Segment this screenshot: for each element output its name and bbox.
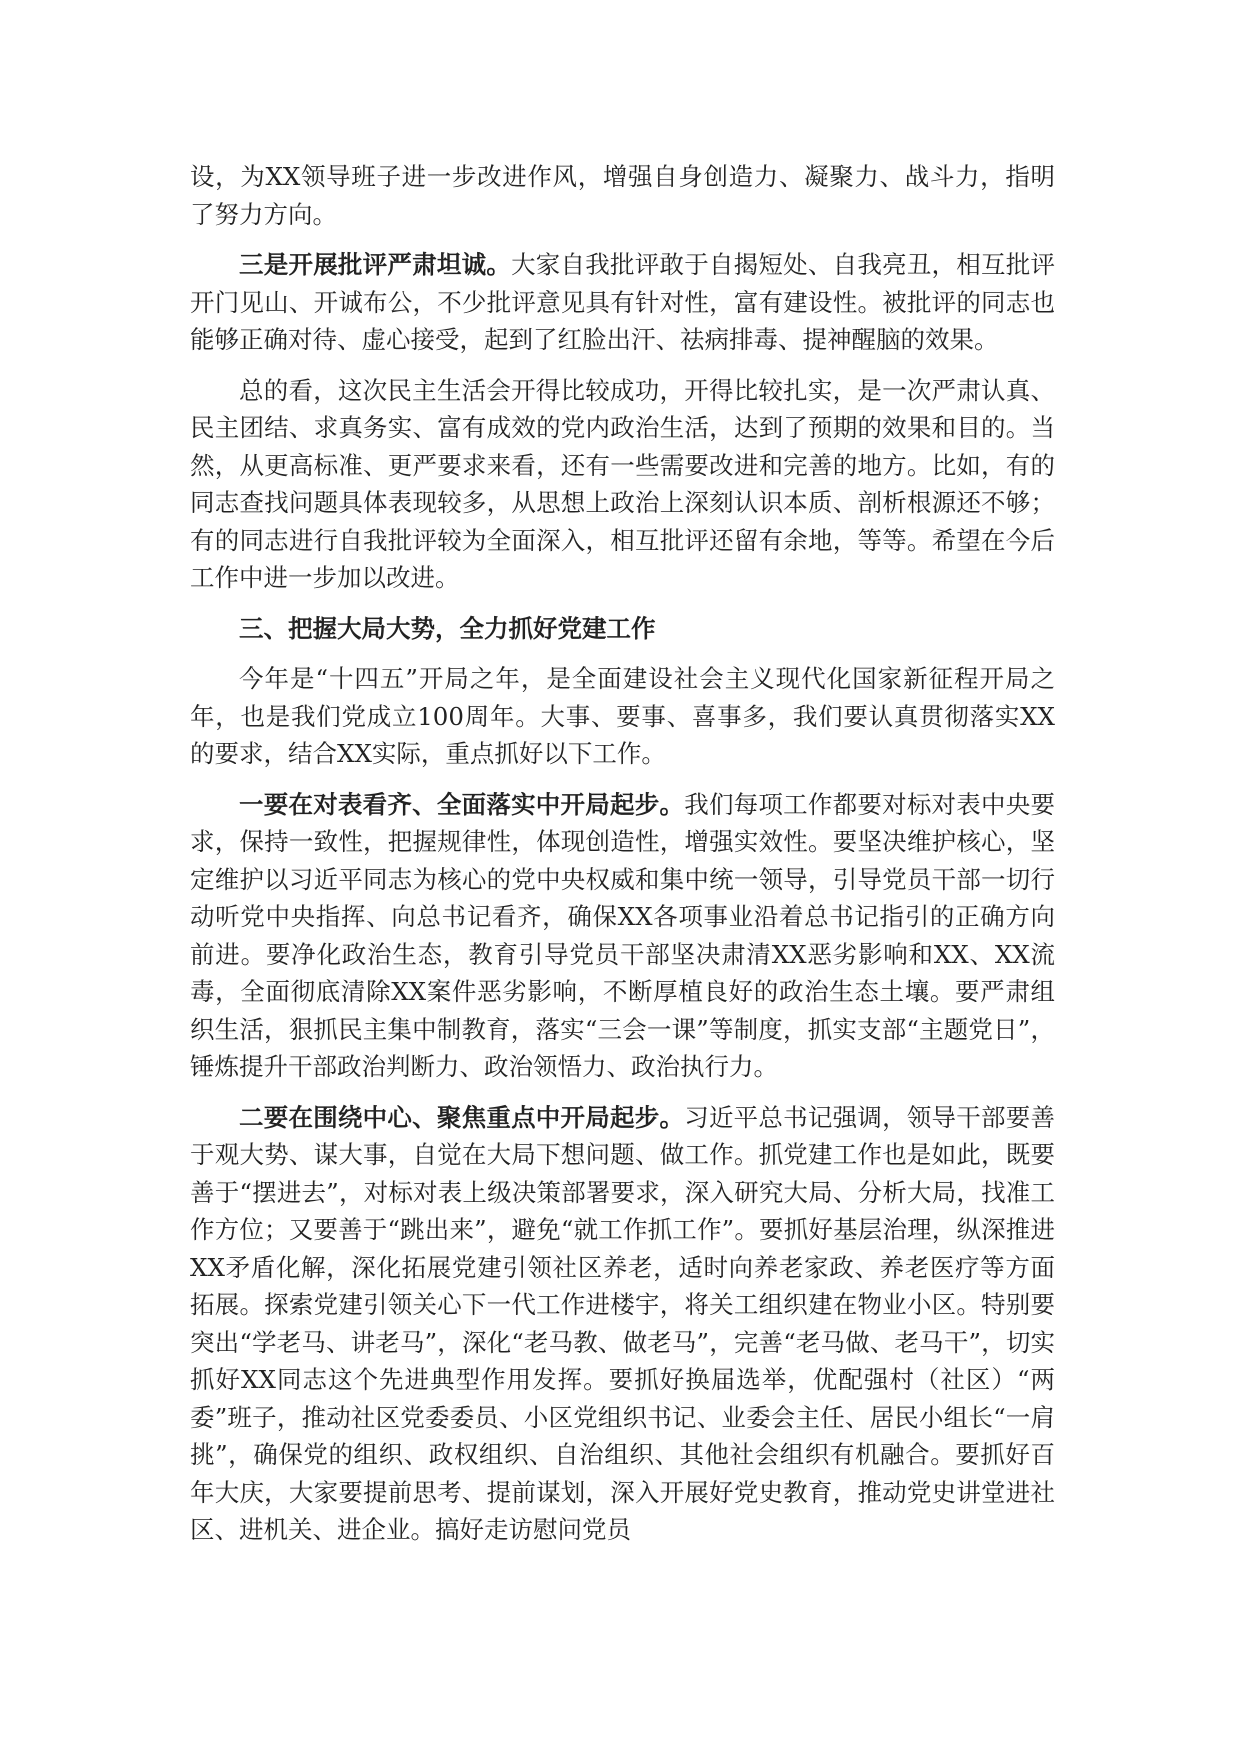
- paragraph-continuation: [190, 158, 1055, 233]
- paragraph-text: 今年是“十四五”开局之年，是全面建设社会主义现代化国家新征程开局之年，也是我们党成立100周年。大事、要事、喜事多，我们要认真贯彻落实XX的要求，结合XX实际，重点抓好以下工作。: [190, 664, 1055, 768]
- paragraph-lead: 二要在围绕中心、聚焦重点中开局起步。: [239, 1102, 685, 1132]
- section-heading: 三、把握大局大势，全力抓好党建工作: [239, 613, 656, 643]
- paragraph-criticism: [190, 246, 1055, 359]
- paragraph-text: 总的看，这次民主生活会开得比较成功，开得比较扎实，是一次严肃认真、民主团结、求真务实、富有成效的党内政治生活，达到了预期的效果和目的。当然，从更高标准、更严要求来看，还有一些需要改进和完善的地方。比如，有的同志查找问题具体表现较多，从思想上政治上深刻认识本质、剖析根源还不够；有的同志进行自我批评较为全面深入，相互批评还留有余地，等等。希望在今后工作中进一步加以改进。: [190, 375, 1055, 592]
- paragraph-summary: [190, 372, 1055, 597]
- paragraph-lead: 三是开展批评严肃坦诚。: [239, 250, 512, 279]
- document-body: [190, 158, 1055, 1562]
- paragraph-first-requirement: [190, 786, 1055, 1086]
- paragraph-text: 大家自我批评敢于自揭短处、自我亮丑，相互批评开门见山、开诚布公，不少批评意见具有针对性，富有建设性。被批评的同志也能够正确对待、虚心接受，起到了红脸出汗、祛病排毒、提神醒脑的效果。: [190, 250, 1055, 354]
- paragraph-text: 设，为XX领导班子进一步改进作风，增强自身创造力、凝聚力、战斗力，指明了努力方向。: [190, 162, 1055, 229]
- paragraph-this-year: [190, 660, 1055, 773]
- paragraph-second-requirement: [190, 1099, 1055, 1549]
- paragraph-text: 我们每项工作都要对标对表中央要求，保持一致性，把握规律性，体现创造性，增强实效性。要坚决维护核心，坚定维护以习近平同志为核心的党中央权威和集中统一领导，引导党员干部一切行动听党中央指挥、向总书记看齐，确保XX各项事业沿着总书记指引的正确方向前进。要净化政治生态，教育引导党员干部坚决肃清XX恶劣影响和XX、XX流毒，全面彻底清除XX案件恶劣影响，不断厚植良好的政治生态土壤。要严肃组织生活，狠抓民主集中制教育，落实“三会一课”等制度，抓实支部“主题党日”，锤炼提升干部政治判断力、政治领悟力、政治执行力。: [190, 789, 1055, 1081]
- paragraph-text: 习近平总书记强调，领导干部要善于观大势、谋大事，自觉在大局下想问题、做工作。抓党建工作也是如此，既要善于“摆进去”，对标对表上级决策部署要求，深入研究大局、分析大局，找准工作方位；又要善于“跳出来”，避免“就工作抓工作”。要抓好基层治理，纵深推进XX矛盾化解，深化拓展党建引领社区养老，适时向养老家政、养老医疗等方面拓展。探索党建引领关心下一代工作进楼宇，将关工组织建在物业小区。特别要突出“学老马、讲老马”，深化“老马教、做老马”，完善“老马做、老马干”，切实抓好XX同志这个先进典型作用发挥。要抓好换届选举，优配强村（社区）“两委”班子，推动社区党委委员、小区党组织书记、业委会主任、居民小组长“一肩挑”，确保党的组织、政权组织、自治组织、其他社会组织有机融合。要抓好百年大庆，大家要提前思考、提前谋划，深入开展好党史教育，推动党史讲堂进社区、进机关、进企业。搞好走访慰问党员: [190, 1102, 1055, 1544]
- paragraph-lead: 一要在对表看齐、全面落实中开局起步。: [239, 789, 685, 819]
